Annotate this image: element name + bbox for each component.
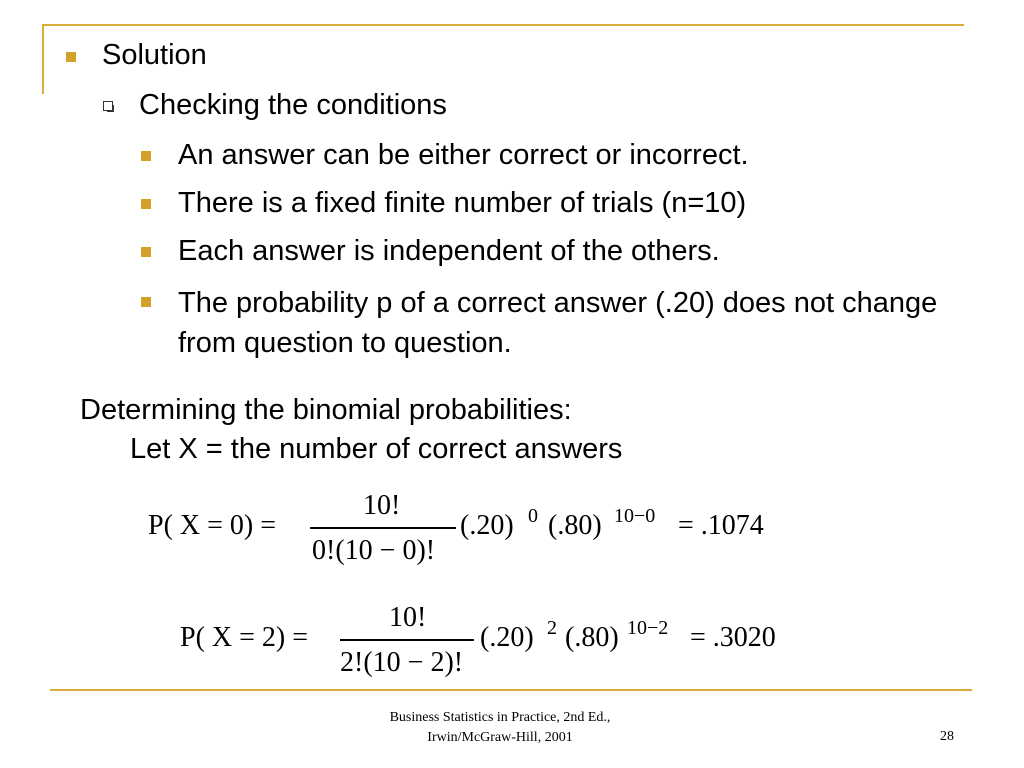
condition-item: An answer can be either correct or incorrect. — [178, 139, 749, 171]
bullet-square-icon — [141, 297, 151, 307]
footer-line: Business Statistics in Practice, 2nd Ed., — [389, 710, 611, 725]
let-x-text: Let X = the number of correct answers — [130, 433, 623, 465]
equation-term-p: (.20) — [460, 510, 514, 541]
bullet-square-icon — [141, 151, 151, 161]
bullet-square-icon — [141, 247, 151, 257]
equation-lhs: P( X = 2) = — [180, 622, 309, 653]
equation-result: = .3020 — [690, 622, 776, 653]
equation-term-p: (.20) — [480, 622, 534, 653]
bullet-hollow-square-icon — [103, 101, 113, 111]
equation-term-q: (.80) — [548, 510, 602, 541]
fraction-bar — [340, 639, 474, 641]
equation-exponent-p: 2 — [547, 617, 557, 639]
determining-text: Determining the binomial probabilities: — [80, 394, 572, 426]
bullet-square-icon — [141, 199, 151, 209]
equation-exponent-p: 0 — [528, 505, 538, 527]
heading-solution: Solution — [102, 39, 207, 71]
footer-citation — [330, 708, 670, 748]
top-rule — [42, 24, 964, 26]
subheading-checking: Checking the conditions — [139, 89, 447, 121]
equation-term-q: (.80) — [565, 622, 619, 653]
equation-exponent-q: 10−0 — [614, 505, 656, 527]
bottom-rule — [50, 689, 972, 691]
fraction-bar — [310, 527, 456, 529]
equation-lhs: P( X = 0) = — [148, 510, 277, 541]
equation-numerator: 10! — [389, 602, 427, 633]
condition-item: The probability p of a correct answer (.20) does not change from question to question. — [178, 287, 938, 359]
condition-item: Each answer is independent of the others. — [178, 235, 720, 267]
left-rule — [42, 24, 44, 94]
equation-exponent-q: 10−2 — [627, 617, 669, 639]
equation-denominator: 0!(10 − 0)! — [312, 535, 436, 566]
page-number: 28 — [940, 729, 954, 744]
equation-denominator: 2!(10 − 2)! — [340, 647, 464, 678]
condition-item: There is a fixed finite number of trials (n=10) — [178, 187, 747, 219]
equation-result: = .1074 — [678, 510, 764, 541]
equation-numerator: 10! — [363, 490, 401, 521]
bullet-square-icon — [66, 52, 76, 62]
footer-line: Irwin/McGraw-Hill, 2001 — [427, 730, 573, 745]
